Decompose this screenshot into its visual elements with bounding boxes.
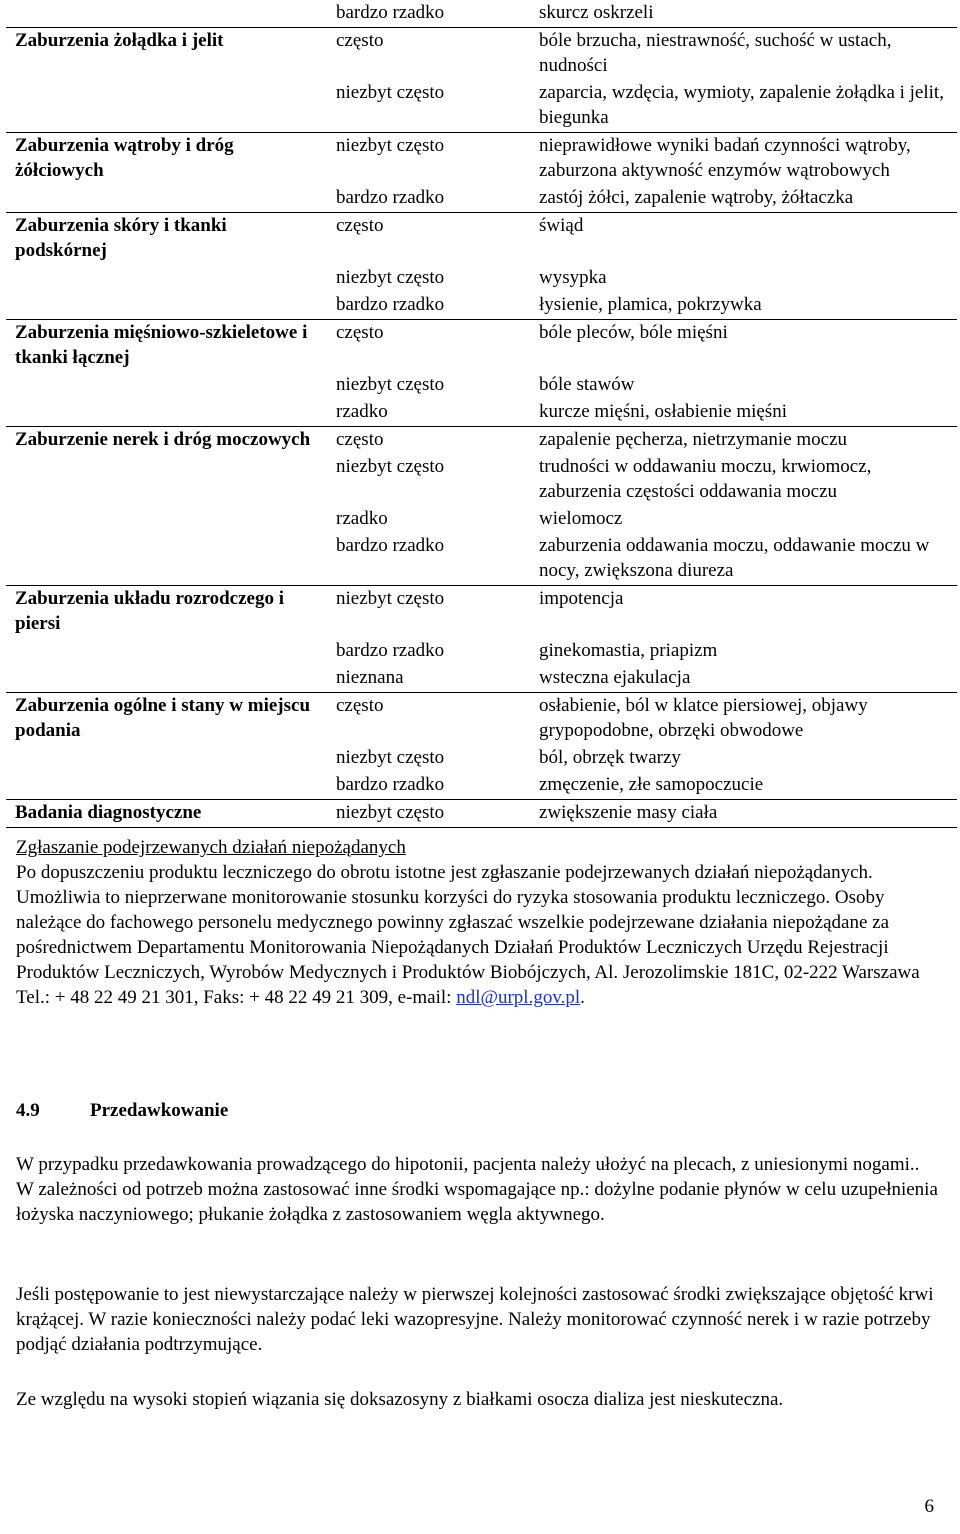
table-row (6, 399, 957, 427)
reporting-section (16, 835, 941, 1010)
organ-class-cell (6, 745, 326, 772)
adverse-effect-cell: impotencja (526, 586, 957, 639)
table-row (6, 213, 957, 266)
table-row (6, 133, 957, 186)
organ-class-cell (6, 185, 326, 213)
frequency-cell: często (326, 28, 526, 81)
organ-class-cell: Zaburzenia ogólne i stany w miejscu podania (6, 693, 326, 746)
reporting-text: Po dopuszczeniu produktu leczniczego do obrotu istotne jest zgłaszanie podejrzewanych działań niepożądanych. Umożliwia to nieprzerwane monitorowanie stosunku korzyści do ryzyka stosowania produktu leczniczego. Osoby należące do fachowego personelu medycznego powinny zgłaszać wszelkie podejrzewane działania niepożądane za pośrednictwem Departamentu Monitorowania Niepożądanych Działań Produktów Leczniczych Urzędu Rejestracji Produktów Leczniczych, Wyrobów Medycznych i Produktów Biobójczych, Al. Jerozolimskie 181C, 02-222 Warszawa Tel.: + 48 22 49 21 301, Faks: + 48 22 49 21 309, e-mail: (16, 862, 920, 1008)
adverse-effect-cell: świąd (526, 213, 957, 266)
frequency-cell: bardzo rzadko (336, 294, 445, 315)
table-row (6, 185, 957, 213)
reporting-title: Zgłaszanie podejrzewanych działań niepożądanych (16, 837, 406, 858)
frequency-cell: bardzo rzadko (336, 535, 445, 556)
organ-class-cell: Badania diagnostyczne (6, 800, 326, 828)
adverse-effect-cell: wsteczna ejakulacja (539, 667, 691, 688)
organ-class-cell (6, 772, 326, 800)
adverse-effects-table (6, 0, 957, 828)
adverse-effect-cell: łysienie, plamica, pokrzywka (539, 294, 762, 315)
adverse-effect-cell: zmęczenie, złe samopoczucie (539, 774, 764, 795)
organ-class-cell (6, 80, 326, 133)
frequency-cell: niezbyt często (326, 800, 526, 828)
frequency-cell: niezbyt często (326, 133, 526, 186)
frequency-cell: bardzo rzadko (336, 187, 445, 208)
frequency-cell: niezbyt często (336, 374, 445, 395)
frequency-cell: nieznana (336, 667, 404, 688)
reporting-end: . (580, 987, 585, 1008)
adverse-effect-cell: bóle stawów (539, 374, 635, 395)
organ-class-cell (6, 372, 326, 399)
overdose-paragraph-3: Ze względu na wysoki stopień wiązania się doksazosyny z białkami osocza dializa jest nieskuteczna. (16, 1389, 784, 1410)
overdose-paragraph-2: Jeśli postępowanie to jest niewystarczające należy w pierwszej kolejności zastosować środki zwiększające objętość krwi krążącej. W razie konieczności należy podać leki wazopresyjne. Należy monitorować czynność nerek i w razie potrzeby podjąć działania podtrzymujące. (16, 1284, 934, 1355)
adverse-effect-cell: trudności w oddawaniu moczu, krwiomocz, zaburzenia częstości oddawania moczu (539, 456, 872, 502)
organ-class-cell (6, 265, 326, 292)
overdose-heading (16, 1098, 941, 1123)
table-row (6, 693, 957, 746)
organ-class-cell (6, 533, 326, 586)
adverse-effect-cell: zaburzenia oddawania moczu, oddawanie moczu w nocy, zwiększona diureza (539, 535, 930, 581)
adverse-effect-cell: nieprawidłowe wyniki badań czynności wątroby, zaburzona aktywność enzymów wątrobowych (526, 133, 957, 186)
adverse-effects-table-body (6, 0, 957, 828)
overdose-section-title: Przedawkowanie (90, 1100, 229, 1121)
organ-class-cell (6, 0, 326, 28)
adverse-effect-cell: zapalenie pęcherza, nietrzymanie moczu (526, 427, 957, 455)
table-row (6, 454, 957, 506)
frequency-cell: niezbyt często (326, 586, 526, 639)
table-row (6, 292, 957, 320)
adverse-effect-cell: osłabienie, ból w klatce piersiowej, objawy grypopodobne, obrzęki obwodowe (526, 693, 957, 746)
adverse-effect-cell: wielomocz (539, 508, 623, 529)
organ-class-cell: Zaburzenia skóry i tkanki podskórnej (6, 213, 326, 266)
table-row (6, 506, 957, 533)
organ-class-cell: Zaburzenia wątroby i dróg żółciowych (6, 133, 326, 186)
table-row (6, 265, 957, 292)
organ-class-cell (6, 454, 326, 506)
organ-class-cell: Zaburzenie nerek i dróg moczowych (6, 427, 326, 455)
frequency-cell: bardzo rzadko (336, 2, 445, 23)
table-row (6, 80, 957, 133)
frequency-cell: rzadko (336, 508, 388, 529)
organ-class-cell (6, 506, 326, 533)
adverse-effect-cell: zastój żółci, zapalenie wątroby, żółtaczka (539, 187, 854, 208)
table-row (6, 745, 957, 772)
adverse-effect-cell: zwiększenie masy ciała (526, 800, 957, 828)
table-row (6, 533, 957, 586)
reporting-email-link[interactable]: ndl@urpl.gov.pl (456, 987, 581, 1008)
table-row (6, 638, 957, 665)
frequency-cell: często (326, 427, 526, 455)
page-number: 6 (924, 1496, 934, 1517)
organ-class-cell: Zaburzenia układu rozrodczego i piersi (6, 586, 326, 639)
frequency-cell: rzadko (336, 401, 388, 422)
frequency-cell: często (326, 693, 526, 746)
adverse-effect-cell: ból, obrzęk twarzy (539, 747, 681, 768)
frequency-cell: niezbyt często (336, 82, 445, 103)
adverse-effect-cell: wysypka (539, 267, 607, 288)
frequency-cell: często (326, 320, 526, 373)
table-row (6, 772, 957, 800)
frequency-cell: często (326, 213, 526, 266)
table-row (6, 800, 957, 828)
adverse-effect-cell: skurcz oskrzeli (539, 2, 654, 23)
table-row (6, 372, 957, 399)
adverse-effect-cell: bóle brzucha, niestrawność, suchość w ustach, nudności (526, 28, 957, 81)
overdose-paragraph-1: W przypadku przedawkowania prowadzącego do hipotonii, pacjenta należy ułożyć na plecach, z uniesionymi nogami.. W zależności od potrzeb można zastosować inne środki wspomagające np.: dożylne podanie płynów w celu uzupełnienia łożyska naczyniowego; płukanie żołądka z zastosowaniem węgla aktywnego. (16, 1154, 938, 1225)
frequency-cell: bardzo rzadko (336, 774, 445, 795)
reporting-body (16, 860, 941, 1010)
frequency-cell: niezbyt często (336, 456, 445, 477)
table-row (6, 586, 957, 639)
table-row (6, 665, 957, 693)
table-row (6, 0, 957, 28)
adverse-effect-cell: kurcze mięśni, osłabienie mięśni (539, 401, 787, 422)
adverse-effect-cell: zaparcia, wzdęcia, wymioty, zapalenie żołądka i jelit, biegunka (539, 82, 944, 128)
organ-class-cell: Zaburzenia żołądka i jelit (6, 28, 326, 81)
organ-class-cell (6, 638, 326, 665)
organ-class-cell (6, 292, 326, 320)
adverse-effect-cell: bóle pleców, bóle mięśni (526, 320, 957, 373)
overdose-section-number: 4.9 (16, 1100, 40, 1121)
table-row (6, 28, 957, 81)
table-row (6, 320, 957, 373)
frequency-cell: niezbyt często (336, 747, 445, 768)
table-row (6, 427, 957, 455)
adverse-effect-cell: ginekomastia, priapizm (539, 640, 718, 661)
frequency-cell: bardzo rzadko (336, 640, 445, 661)
organ-class-cell (6, 665, 326, 693)
organ-class-cell: Zaburzenia mięśniowo-szkieletowe i tkanki łącznej (6, 320, 326, 373)
organ-class-cell (6, 399, 326, 427)
frequency-cell: niezbyt często (336, 267, 445, 288)
